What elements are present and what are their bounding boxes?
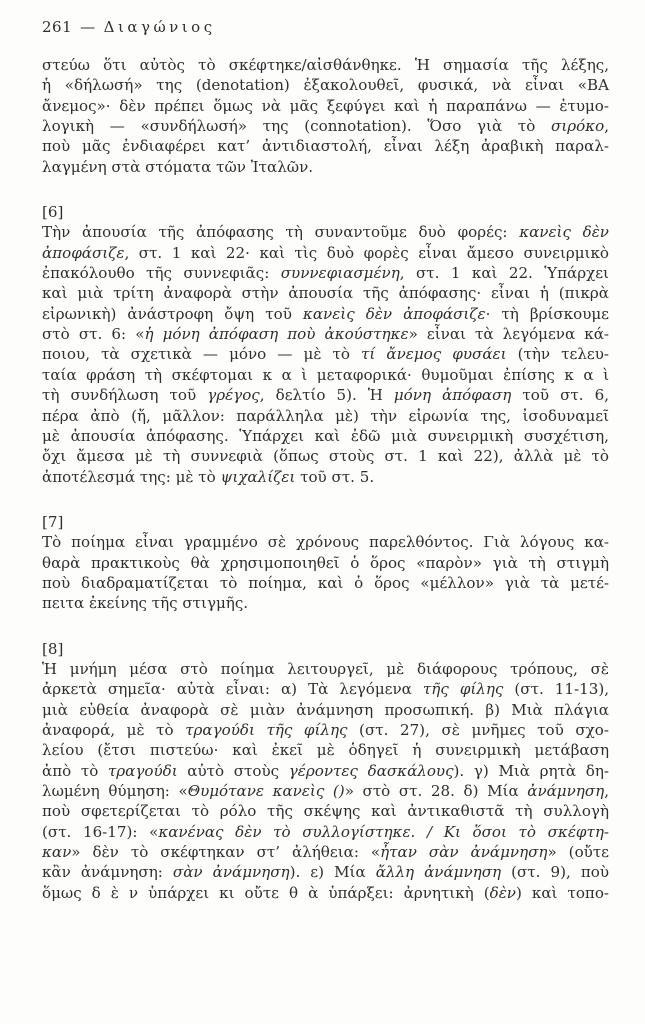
section-label: [8] <box>42 639 64 658</box>
section-label: [6] <box>42 203 64 222</box>
text-line: Τὴν ἀπουσία τῆς ἀπόφασης τὴ συναντοῦμε δυὸ φορές: κανεὶς δὲν <box>42 223 609 242</box>
text-line: θαρὰ πρακτικοὺς θὰ χρησιμοποιηθεῖ ὁ ὅρος «παρὸν» γιὰ τὴ στιγμὴ <box>42 553 609 572</box>
text-line: ἀπὸ τὸ τραγούδι αὐτὸ στοὺς γέροντες δασκάλους). γ) Μιὰ ρητὰ δη- <box>42 761 609 780</box>
paragraph-section <box>42 55 609 177</box>
text-line: λωμένη θύμηση: «Θυμότανε κανεὶς ()» στὸ στ. 28. δ) Μία ἀνάμνηση, <box>42 782 609 800</box>
text-line: ἀποφάσιζε, στ. 1 καὶ 22· καὶ τὶς δυὸ φορὲς εἶναι ἄμεσο συνειρμικὸ <box>42 243 609 262</box>
text-line: ἐπακόλουθο τῆς συννεφιᾶς: συννεφιασμένη, στ. 1 καὶ 22. Ὑπάρχει <box>42 264 609 283</box>
text-line: μιὰ εὐθεία ἀναφορὰ σὲ μιὰν ἀνάμνηση προσωπική. β) Μιὰ πλάγια <box>42 700 609 719</box>
text-line: λείου (ἔτσι πιστεύω· καὶ ἐκεῖ μὲ ὁδηγεῖ ἡ συνειρμικὴ μετάβαση <box>42 741 609 760</box>
text-line: ὅμως δ ὲ ν ὑπάρχει κι οὔτε θ ὰ ὑπάρξει: ἀρνητικὴ (δὲν) καὶ τοπο- <box>42 883 610 902</box>
text-line: πειτα ἐκείνης τῆς στιγμῆς. <box>42 594 249 613</box>
page-number: 261 <box>42 18 73 36</box>
text-line: ἀρκετὰ σημεῖα· αὐτὰ εἶναι: α) Τὰ λεγόμενα τῆς φίλης (στ. 11-13), <box>42 680 610 699</box>
text-line: τὴ συνδήλωση τοῦ γρέγος, δελτίο 5). Ἡ μόνη ἀπόφαση τοῦ στ. 6, <box>42 386 609 405</box>
text-line: ταία φράση τὴ σκέφτομαι κ α ὶ μεταφορικά· θυμοῦμαι ἐπίσης κ α ὶ <box>42 365 609 384</box>
text-line: στὸ στ. 6: «ἡ μόνη ἀπόφαση ποὺ ἀκούστηκε» εἶναι τὰ λεγόμενα κά- <box>42 325 610 344</box>
page-title: Διαγώνιος <box>103 18 216 36</box>
text-line: ποιου, τὰ σχετικὰ — μόνο — μὲ τὸ τί ἄνεμος φυσάει (τὴν τελευ- <box>42 345 609 364</box>
text-line: ἀποτέλεσμά της: μὲ τὸ ψιχαλίζει τοῦ στ. 5. <box>42 467 375 486</box>
text-line: στεύω ὅτι αὐτὸς τὸ σκέφτηκε/αἰσθάνθηκε. Ἡ σημασία τῆς λέξης, <box>42 56 609 74</box>
page-header <box>42 18 216 36</box>
text-line: ποὺ μᾶς ἐνδιαφέρει κατ’ ἀντιδιαστολή, εἶναι λέξη ἀραβικὴ παραλ- <box>42 137 609 156</box>
text-line: λαγμένη στὰ στόματα τῶν Ἰταλῶν. <box>42 157 314 176</box>
text-line: κἂν ἀνάμνηση: σὰν ἀνάμνηση). ε) Μία ἄλλη ἀνάμνηση (στ. 9), ποὺ <box>42 863 609 882</box>
text-line: καν» δὲν τὸ σκέφτηκαν στ’ ἀλήθεια: «ἦταν σὰν ἀνάμνηση» (οὔτε <box>42 843 610 862</box>
text-line: ἡ «δήλωσή» της (denotation) ἐξακολουθεῖ, φυσικά, νὰ εἶναι «ΒΑ <box>42 76 609 95</box>
header-separator: — <box>80 18 96 36</box>
paragraph-section <box>42 512 609 614</box>
paragraph-section <box>42 639 609 903</box>
section-label: [7] <box>42 512 64 531</box>
paragraph-section <box>42 202 609 487</box>
text-body <box>42 55 609 903</box>
text-line: εἰρωνικὴ) ἀνάστροφη ὄψη τοῦ κανεὶς δὲν ἀποφάσιζε· τὴ βρίσκουμε <box>42 304 609 323</box>
text-line: ποὺ σφετερίζεται τὸ ρόλο τῆς σκέψης καὶ ἀντικαθιστᾶ τὴ συλλογὴ <box>42 802 609 821</box>
text-line: Τὸ ποίημα εἶναι γραμμένο σὲ χρόνους παρελθόντος. Γιὰ λόγους κα- <box>42 533 609 552</box>
text-line: πέρα ἀπὸ (ἤ, μᾶλλον: παράλληλα μὲ) τὴν εἰρωνία της, ἰσοδυναμεῖ <box>42 406 609 425</box>
text-line: λογικὴ — «συνδήλωσή» της (connotation). Ὅσο γιὰ τὸ σιρόκο, <box>42 117 609 136</box>
text-line: ἀναφορά, μὲ τὸ τραγούδι τῆς φίλης (στ. 27), σὲ μνῆμες τοῦ σχο- <box>42 720 609 739</box>
text-line: ἄνεμος»· δὲν πρέπει ὅμως νὰ μᾶς ξεφύγει καὶ ἡ παραπάνω — ἐτυμο- <box>42 96 609 115</box>
text-line: καὶ μιὰ τρίτη ἀναφορὰ στὴν ἀπουσία τῆς ἀπόφασης· εἶναι ἡ (πικρὰ <box>42 284 609 303</box>
text-line: ὄχι ἄμεσα μὲ τὴ συννεφιὰ (ὅπως στοὺς στ. 1 καὶ 22), ἀλλὰ μὲ τὸ <box>42 447 609 466</box>
text-line: μὲ ἀπουσία ἀπόφασης. Ὑπάρχει καὶ ἐδῶ μιὰ συνειρμικὴ συσχέτιση, <box>42 426 609 445</box>
text-line: ποὺ διαδραματίζεται τὸ ποίημα, καὶ ὁ ὅρος «μέλλον» γιὰ τὰ μετέ- <box>42 573 609 592</box>
text-line: Ἡ μνήμη μέσα στὸ ποίημα λειτουργεῖ, μὲ διάφορους τρόπους, σὲ <box>42 659 609 678</box>
text-line: (στ. 16-17): «κανένας δὲν τὸ συλλογίστηκε. / Κι ὅσοι τὸ σκέφτη- <box>42 822 609 841</box>
